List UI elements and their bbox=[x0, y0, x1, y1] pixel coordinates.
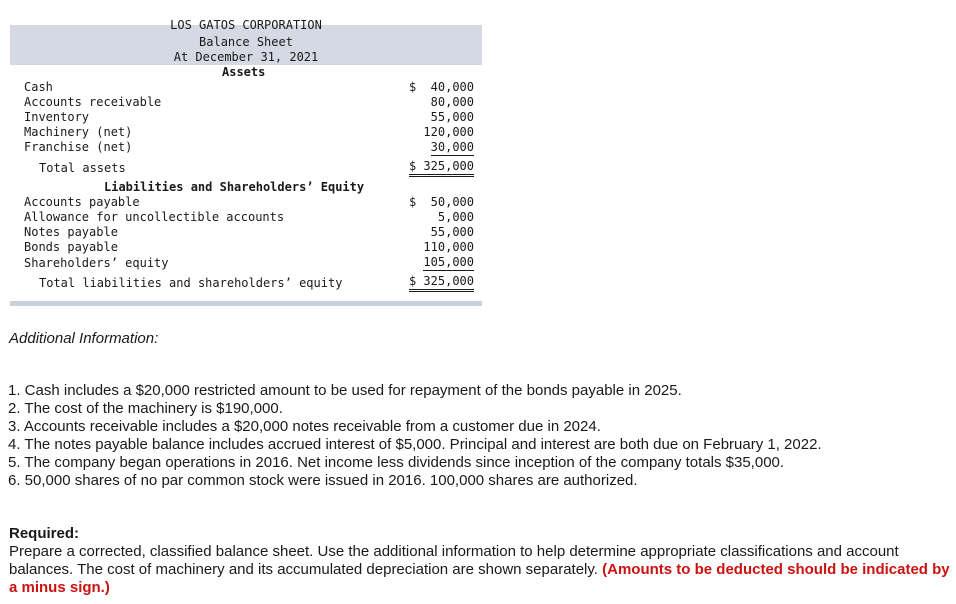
liability-amount: 105,000 bbox=[423, 255, 474, 269]
list-item: 6. 50,000 shares of no par common stock were issued in 2016. 100,000 shares are authorized. bbox=[8, 472, 638, 489]
additional-information-heading: Additional Information: bbox=[9, 330, 159, 347]
liability-amount: 5,000 bbox=[437, 210, 474, 224]
balance-sheet bbox=[10, 18, 482, 307]
assets-heading: Assets bbox=[222, 65, 266, 79]
liability-label: Bonds payable bbox=[24, 240, 118, 254]
asset-amount: 120,000 bbox=[423, 125, 474, 139]
sheet-bottom-bar bbox=[10, 301, 482, 306]
sheet-title: Balance Sheet bbox=[199, 35, 293, 49]
sheet-date: At December 31, 2021 bbox=[173, 50, 319, 64]
liability-amount: $ 50,000 bbox=[408, 195, 474, 209]
list-item: 5. The company began operations in 2016. Net income less dividends since inception of the company totals $35,000. bbox=[8, 454, 785, 471]
list-item: 1. Cash includes a $20,000 restricted amount to be used for repayment of the bonds payable in 2025. bbox=[8, 382, 682, 399]
required-highlight: (Amounts to be deducted should be indicated by a minus sign.) bbox=[9, 561, 950, 596]
required-text: Prepare a corrected, classified balance sheet. Use the additional information to help determine appropriate classifications and account balances. The cost of machinery and its accumulated depreciation are shown separately. bbox=[9, 543, 899, 578]
balance-sheet-header bbox=[10, 18, 482, 65]
list-item: 2. The cost of the machinery is $190,000. bbox=[8, 400, 283, 417]
liability-label: Shareholders’ equity bbox=[24, 256, 169, 270]
asset-amount: 80,000 bbox=[430, 95, 474, 109]
total-assets-amount: $ 325,000 bbox=[409, 159, 474, 177]
total-liabilities-label: Total liabilities and shareholders’ equity bbox=[39, 276, 343, 290]
asset-amount: 55,000 bbox=[430, 110, 474, 124]
asset-label: Machinery (net) bbox=[24, 125, 133, 139]
additional-information-list bbox=[8, 382, 822, 490]
total-assets-label: Total assets bbox=[39, 161, 126, 175]
liability-label: Accounts payable bbox=[24, 195, 140, 209]
asset-amount: $ 40,000 bbox=[408, 80, 474, 94]
asset-label: Franchise (net) bbox=[24, 140, 133, 154]
asset-label: Accounts receivable bbox=[24, 95, 162, 109]
asset-label: Cash bbox=[24, 80, 53, 94]
asset-label: Inventory bbox=[24, 110, 90, 124]
liabilities-heading: Liabilities and Shareholders’ Equity bbox=[104, 180, 365, 194]
asset-amount: 30,000 bbox=[430, 140, 474, 154]
company-name: LOS GATOS CORPORATION bbox=[170, 18, 322, 32]
total-liabilities-amount: $ 325,000 bbox=[409, 274, 474, 292]
required-instructions bbox=[9, 543, 954, 597]
liability-amount: 55,000 bbox=[430, 225, 474, 239]
liability-label: Allowance for uncollectible accounts bbox=[24, 210, 285, 224]
list-item: 4. The notes payable balance includes accrued interest of $5,000. Principal and interest are both due on February 1, 2022. bbox=[8, 436, 822, 453]
liability-label: Notes payable bbox=[24, 225, 118, 239]
list-item: 3. Accounts receivable includes a $20,000 notes receivable from a customer due in 2024. bbox=[8, 418, 601, 435]
required-heading: Required: bbox=[9, 525, 80, 542]
liability-amount: 110,000 bbox=[423, 240, 474, 254]
